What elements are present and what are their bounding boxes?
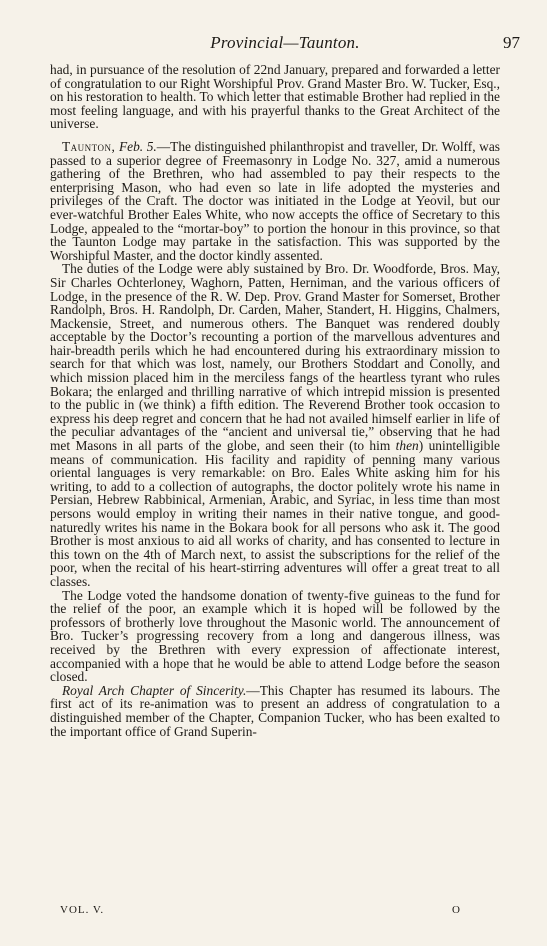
dateline-place: Taunton, xyxy=(62,138,116,154)
chapter-heading: Royal Arch Chapter of Sincerity. xyxy=(62,682,247,698)
lodge-duties-text-b: ) unintelligible means of communication. His facility and rapidity of penning many various oriental languages is very remarkable: on Bro. Eales White asking him for his writing, to add to a collection of autographs, the doctor politely wrote his name in Persian, Hebrew Rabbinical, Armenian, Arabic, and Syriac, in less time than most persons would employ in writing their names in their native tongue, and good-naturedly writes his name in the Bokara book for all persons who ask it. The good Brother is most anxious to aid all works of charity, and has consented to lecture in this town on the 4th of March next, to assist the subscriptions for the relief of the poor, when the recital of his heart-stirring adventures will offer a great treat to all classes. xyxy=(50,438,500,589)
volume-signature: VOL. V. xyxy=(60,904,105,916)
royal-arch-text: —This Chapter has resumed its labours. The first act of its re-animation was to present an address of congratulation to a distinguished member of the Chapter, Companion Tucker, who has been exalted to the important office of Grand Superin- xyxy=(50,682,500,739)
paragraph-donation: The Lodge voted the handsome donation of twenty-five guineas to the fund for the relief of the poor, an example which it is hoped will be followed by the professors of brotherly love throughout the Masonic world. The announcement of Bro. Tucker’s progressing recovery from a long and dangerous illness, was received by the Brethren with every expression of affectionate interest, accompanied with a hope that he would be able to attend Lodge before the season closed. xyxy=(50,587,500,685)
lodge-duties-text-a: The duties of the Lodge were ably sustained by Bro. Dr. Woodforde, Bros. May, Sir Charles Ochterloney, Waghorn, Patten, Herniman, and the various officers of Lodge, in the presence of the R. W. Dep. Prov. Grand Master for Somerset, Brother Randolph, Bros. H. Randolph, Dr. Carden, Maher, Standert, H. Higgins, Chalmers, Mackensie, Street, and numerous others. The Banquet was rendered doubly acceptable by the Doctor’s recounting a portion of the marvellous adventures and hair-breadth perils which he had encountered during his extraordinary mission to search for that which was lost, namely, our Brothers Stoddart and Conolly, and which mission placed him in the merciless fangs of the heartless tyrant who rules Bokara; the enlarged and thrilling narrative of which intrepid mission is presented to the public in (we think) a fifth edition. The Reverend Brother took occasion to express his deep regret and concern that he had not availed himself earlier in life of the peculiar advantages of the “ancient and universal tie,” observing that he had met Masons in all parts of the globe, and seen their (to him xyxy=(50,261,500,454)
dateline-date: Feb. 5. xyxy=(118,138,157,154)
paragraph-royal-arch xyxy=(50,684,500,738)
paragraph-taunton-report xyxy=(50,140,500,262)
gathering-mark: O xyxy=(452,904,460,916)
page-number: 97 xyxy=(503,33,520,52)
running-head xyxy=(50,33,520,55)
paragraph-congratulation-letter: had, in pursuance of the resolution of 22nd January, prepared and forwarded a letter of congratulation to our Right Worshipful Prov. Grand Master Bro. W. Tucker, Esq., on his restoration to health. To which letter that estimable Brother had replied in the most feeling language, and with his prayerful thanks to the Great Architect of the universe. xyxy=(50,62,500,132)
page-title: Provincial—Taunton. xyxy=(210,33,360,52)
paragraph-taunton-text: —The distinguished philanthropist and traveller, Dr. Wolff, was passed to a superior degree of Freemasonry in Lodge No. 327, amid a numerous gathering of the Brethren, who had assembled to pay their respects to the enterprising Mason, who had even so late in life adopted the mysteries and privileges of the Craft. The doctor was initiated in the Lodge at Yeovil, but our ever-watchful Brother Eales White, who now accepts the office of Secretary to this Lodge, appealed to the “mortar-boy” to portion the honour in this province, so that the Taunton Lodge may partake in the satisfaction. This was supported by the Worshipful Master, and the doctor kindly assented. xyxy=(50,138,500,263)
paragraph-lodge-duties xyxy=(50,262,500,588)
body-text xyxy=(50,63,500,738)
page-footer xyxy=(60,904,460,918)
lodge-duties-emphasis: then xyxy=(395,438,419,454)
